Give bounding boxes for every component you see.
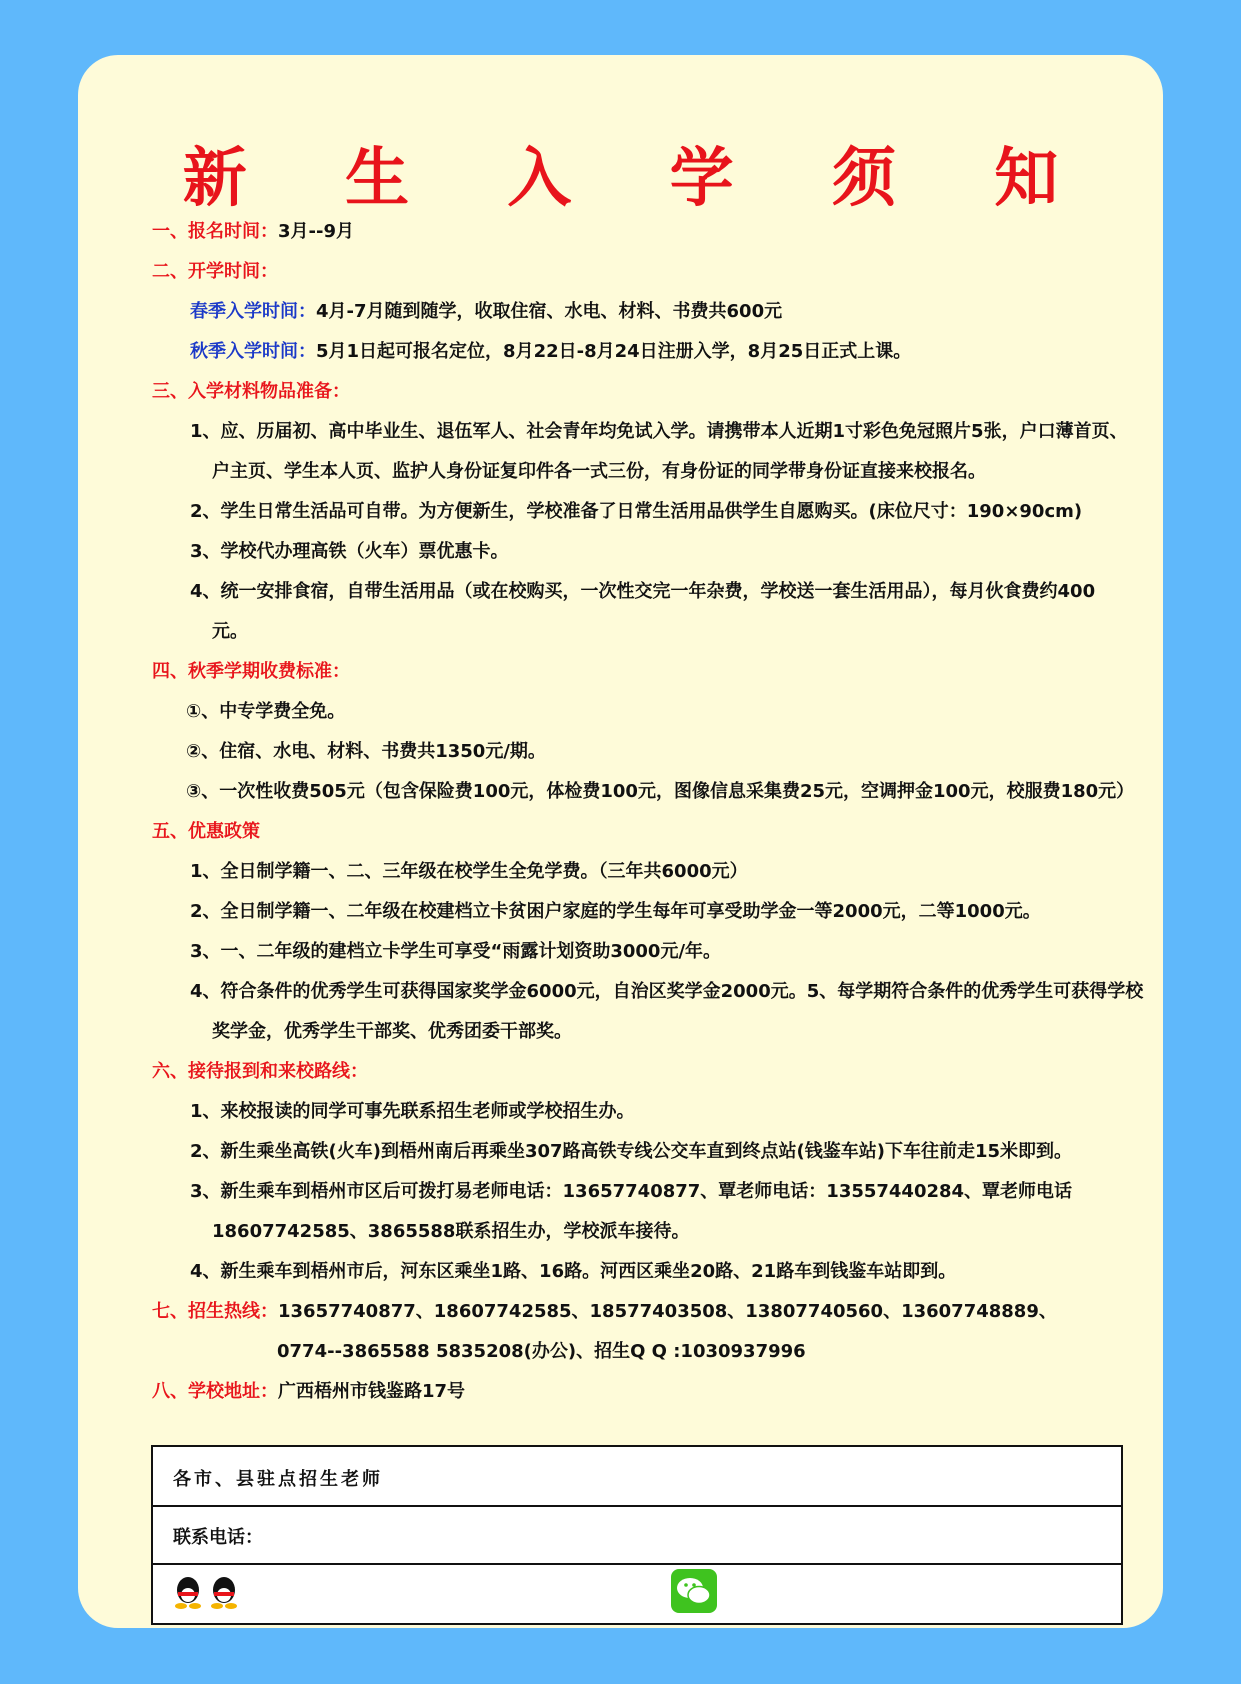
section-label: 一、报名时间： [152,221,278,242]
section-hotline [152,1300,1133,1324]
list-item: 1、应、历届初、高中毕业生、退伍军人、社会青年均免试入学。请携带本人近期1寸彩色免冠照片5张，户口薄首页、 [190,421,1128,442]
list-item: 3、新生乘车到梧州市区后可拨打易老师电话：13657740877、覃老师电话：13557440284、覃老师电话 [190,1181,1073,1202]
list-item: 2、全日制学籍一、二年级在校建档立卡贫困户家庭的学生每年可享受助学金一等2000元，二等1000元。 [190,901,1041,922]
list-item: ③、一次性收费505元（包含保险费100元，体检费100元，图像信息采集费25元，空调押金100元，校服费180元） [186,781,1135,802]
address-text: 广西梧州市钱鉴路17号 [278,1381,466,1402]
list-item: 2、新生乘坐高铁(火车)到梧州南后再乘坐307路高铁专线公交车直到终点站(钱鉴车站)下车往前走15米即到。 [190,1141,1073,1162]
qq-icon [173,1575,203,1609]
contact-box [151,1445,1123,1625]
list-item: 3、一、二年级的建档立卡学生可享受“雨露计划资助3000元/年。 [190,941,722,962]
spring-text: 4月-7月随到随学，收取住宿、水电、材料、书费共600元 [316,301,783,322]
section-materials: 三、入学材料物品准备： [152,381,350,402]
list-item: 4、新生乘车到梧州市后，河东区乘坐1路、16路。河西区乘坐20路、21路车到钱鉴车站即到。 [190,1261,957,1282]
list-item: ①、中专学费全免。 [186,701,346,722]
page-title: 新 生 入 学 须 知 [182,142,1097,216]
list-item: 4、统一安排食宿，自带生活用品（或在校购买，一次性交完一年杂费，学校送一套生活用品），每月伙食费约400 [190,581,1096,602]
social-row [153,1563,1121,1621]
section-text: 3月--9月 [278,221,354,242]
hotline-numbers-2: 0774--3865588 5835208(办公)、招生Q Q :1030937996 [277,1341,806,1362]
section-policies: 五、优惠政策 [152,821,260,842]
section-routes: 六、接待报到和来校路线： [152,1061,368,1082]
autumn-text: 5月1日起可报名定位，8月22日-8月24日注册入学，8月25日正式上课。 [316,341,912,362]
section-label: 七、招生热线： [152,1301,278,1322]
autumn-entry [190,340,1133,364]
autumn-label: 秋季入学时间： [190,341,316,362]
phone-label: 联系电话： [173,1527,263,1548]
wechat-icon [671,1569,717,1613]
section-address [152,1380,1133,1404]
teachers-row [153,1447,1121,1507]
list-item: ②、住宿、水电、材料、书费共1350元/期。 [186,741,546,762]
list-item: 1、来校报读的同学可事先联系招生老师或学校招生办。 [190,1101,635,1122]
list-item: 户主页、学生本人页、监护人身份证复印件各一式三份，有身份证的同学带身份证直接来校报名。 [212,461,986,482]
list-item: 3、学校代办理高铁（火车）票优惠卡。 [190,541,509,562]
list-item: 2、学生日常生活品可自带。为方便新生，学校准备了日常生活用品供学生自愿购买。(床位尺寸：190×90cm) [190,501,1083,522]
list-item: 18607742585、3865588联系招生办，学校派车接待。 [212,1221,690,1242]
qq-icon [209,1575,239,1609]
section-label: 八、学校地址： [152,1381,278,1402]
teachers-label: 各市、县驻点招生老师 [173,1469,383,1490]
section-fees: 四、秋季学期收费标准： [152,661,350,682]
notice-card [78,55,1163,1628]
list-item: 1、全日制学籍一、二、三年级在校学生全免学费。（三年共6000元） [190,861,748,882]
list-item: 奖学金，优秀学生干部奖、优秀团委干部奖。 [212,1021,572,1042]
list-item: 元。 [212,621,248,642]
phone-row [153,1505,1121,1565]
list-item: 4、符合条件的优秀学生可获得国家奖学金6000元，自治区奖学金2000元。5、每学期符合条件的优秀学生可获得学校 [190,981,1144,1002]
section-registration [152,220,1133,244]
spring-entry [190,300,1133,324]
section-start-time: 二、开学时间： [152,261,278,282]
hotline-numbers: 13657740877、18607742585、18577403508、13807740560、13607748889、 [278,1301,1057,1322]
spring-label: 春季入学时间： [190,301,316,322]
